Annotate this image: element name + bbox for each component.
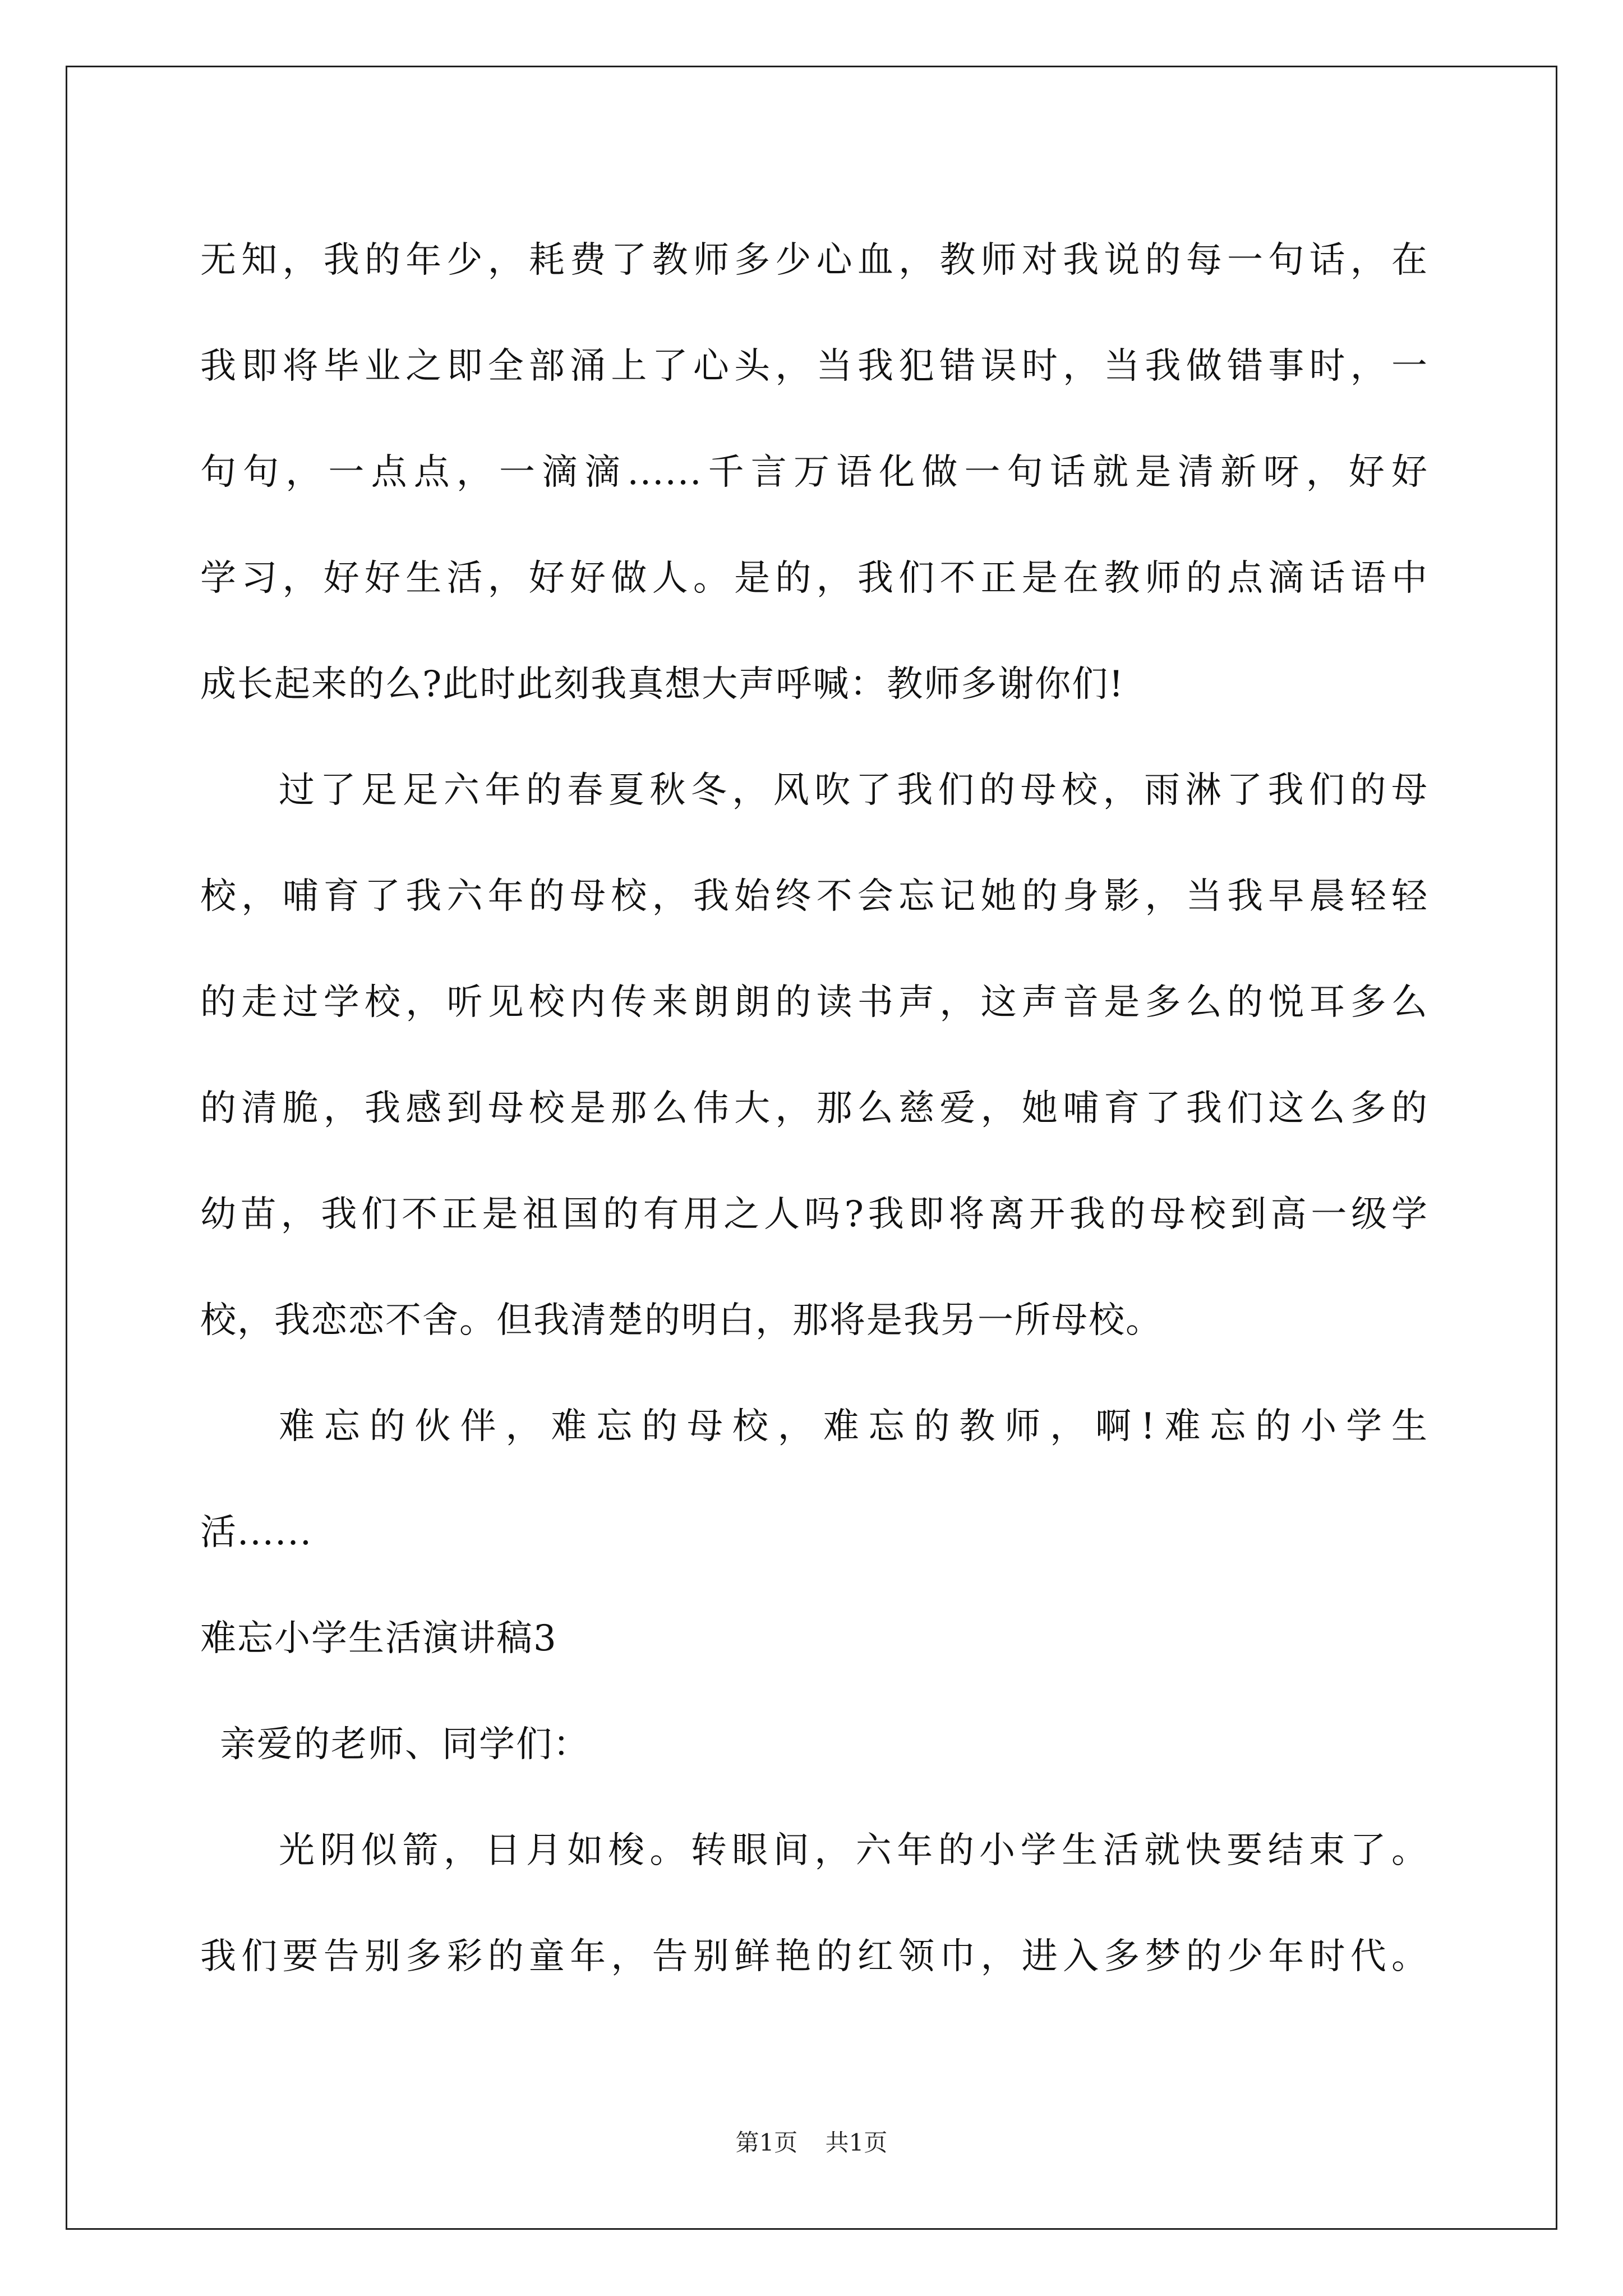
text-line: 幼苗，我们不正是祖国的有用之人吗?我即将离开我的母校到高一级学 xyxy=(200,1194,1428,1235)
text-line: 光阴似箭，日月如梭。转眼间，六年的小学生活就快要结束了。 xyxy=(279,1830,1428,1871)
text-line: 校，我恋恋不舍。但我清楚的明白，那将是我另一所母校。 xyxy=(200,1300,1163,1341)
text-line: 成长起来的么?此时此刻我真想大声呼喊：教师多谢你们! xyxy=(200,664,1125,705)
text-line: 难忘的伙伴，难忘的母校，难忘的教师，啊!难忘的小学生 xyxy=(279,1406,1428,1447)
text-line: 的走过学校，听见校内传来朗朗的读书声，这声音是多么的悦耳多么 xyxy=(200,982,1428,1023)
text-line: 亲爱的老师、同学们： xyxy=(220,1724,590,1765)
text-line: 活...... xyxy=(200,1512,313,1553)
text-line: 难忘小学生活演讲稿3 xyxy=(200,1618,557,1659)
text-line: 我即将毕业之即全部涌上了心头，当我犯错误时，当我做错事时，一 xyxy=(200,346,1428,387)
page-number: 第1页 xyxy=(735,2129,798,2156)
text-line: 我们要告别多彩的童年，告别鲜艳的红领巾，进入多梦的少年时代。 xyxy=(200,1936,1428,1977)
text-line: 句句，一点点，一滴滴......千言万语化做一句话就是清新呀，好好 xyxy=(200,452,1428,493)
page-total: 共1页 xyxy=(825,2129,888,2156)
text-line: 过了足足六年的春夏秋冬，风吹了我们的母校，雨淋了我们的母 xyxy=(279,770,1428,811)
text-line: 的清脆，我感到母校是那么伟大，那么慈爱，她哺育了我们这么多的 xyxy=(200,1088,1428,1129)
page-footer xyxy=(0,2126,1623,2160)
text-line: 校，哺育了我六年的母校，我始终不会忘记她的身影，当我早晨轻轻 xyxy=(200,876,1428,917)
text-line: 无知，我的年少，耗费了教师多少心血，教师对我说的每一句话，在 xyxy=(200,240,1428,281)
document-body xyxy=(200,208,1428,2010)
text-line: 学习，好好生活，好好做人。是的，我们不正是在教师的点滴话语中 xyxy=(200,558,1428,599)
